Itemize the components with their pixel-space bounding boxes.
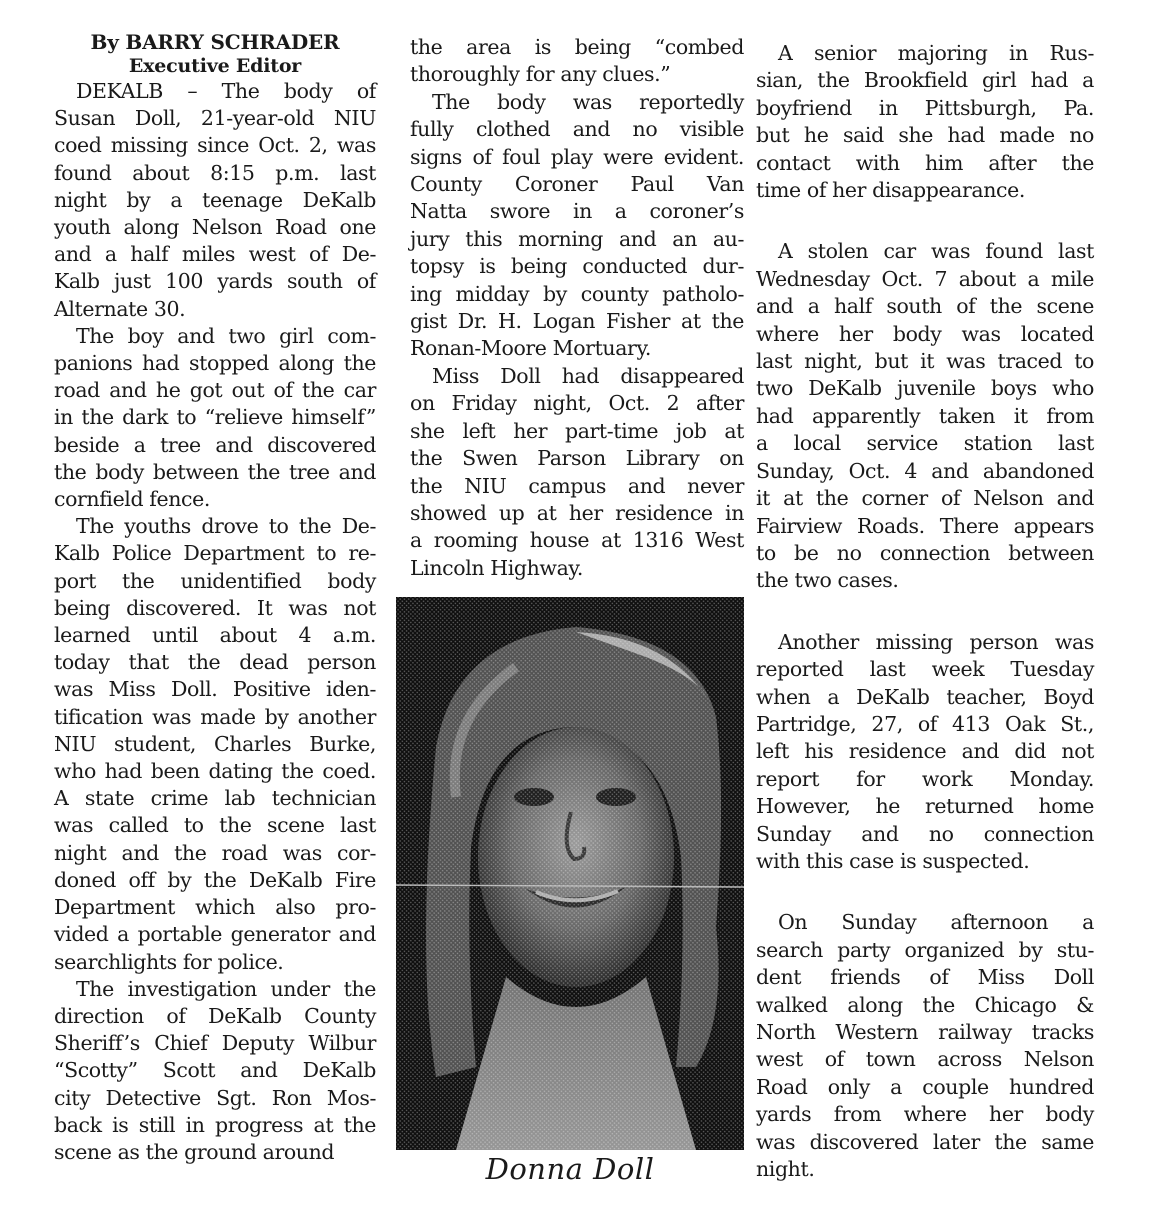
text-line: Sunday, Oct. 4 and abandoned: [756, 458, 1094, 483]
text-line: had apparently taken it from: [756, 403, 1094, 428]
text-line: city Detective Sgt. Ron Mos-: [54, 1085, 376, 1110]
text-line: sian, the Brookfield girl had a: [756, 68, 1094, 93]
column-2-body: [410, 34, 744, 582]
text-line: and a half miles west of De-: [54, 242, 376, 267]
text-line: Kalb just 100 yards south of: [54, 269, 376, 294]
text-line: NIU student, Charles Burke,: [54, 731, 376, 756]
text-line: The investigation under the: [76, 976, 376, 1001]
text-line: Partridge, 27, of 413 Oak St.,: [756, 711, 1094, 736]
text-line: However, he returned home: [756, 794, 1094, 819]
text-line: Wednesday Oct. 7 about a mile: [756, 266, 1094, 291]
paragraph: [410, 34, 744, 89]
text-line: beside a tree and discovered: [54, 432, 376, 457]
portrait-image: [396, 597, 744, 1150]
text-line: scene as the ground around: [54, 1139, 335, 1164]
text-line: with this case is suspected.: [756, 848, 1030, 873]
text-line: A senior majoring in Rus-: [778, 41, 1094, 65]
text-line: Sunday and no connection: [756, 821, 1094, 846]
text-line: and a half south of the scene: [756, 294, 1094, 319]
paragraph: [54, 513, 376, 975]
text-line: left his residence and did not: [756, 739, 1094, 764]
text-line: The youths drove to the De-: [76, 514, 376, 539]
text-line: vided a portable generator and: [54, 922, 376, 947]
text-line: DEKALB – The body of: [76, 79, 376, 103]
text-line: fully clothed and no visible: [410, 117, 744, 142]
text-line: the Swen Parson Library on: [410, 446, 744, 471]
text-line: Kalb Police Department to re-: [54, 541, 376, 566]
text-line: Another missing person was: [778, 629, 1094, 654]
paragraph: [54, 976, 376, 1166]
text-line: doned off by the DeKalb Fire: [54, 867, 376, 892]
paragraph-gap: [756, 204, 1094, 238]
text-line: searchlights for police.: [54, 949, 284, 974]
text-line: a local service station last: [756, 431, 1094, 456]
portrait-photo: [396, 597, 744, 1150]
paragraph: [756, 40, 1094, 204]
byline-author: By BARRY SCHRADER: [90, 30, 340, 54]
byline: [54, 30, 376, 78]
article-column-1: [54, 30, 376, 1166]
text-line: night.: [756, 1157, 815, 1182]
article-column-2: [410, 34, 744, 582]
text-line: jury this morning and an au-: [410, 226, 744, 251]
text-line: report for work Monday.: [756, 766, 1094, 791]
text-line: time of her disappearance.: [756, 178, 1025, 203]
article-column-3: [756, 40, 1094, 1183]
text-line: Miss Doll had disappeared: [432, 363, 744, 388]
text-line: night and the road was cor-: [54, 840, 376, 865]
text-line: port the unidentified body: [54, 568, 376, 593]
text-line: Lincoln Highway.: [410, 555, 583, 580]
text-line: tification was made by another: [54, 704, 376, 729]
paragraph: [756, 629, 1094, 876]
text-line: found about 8:15 p.m. last: [54, 160, 376, 185]
text-line: panions had stopped along the: [54, 351, 376, 376]
text-line: today that the dead person: [54, 650, 376, 675]
text-line: she left her part-time job at: [410, 418, 744, 443]
text-line: The boy and two girl com-: [76, 323, 376, 348]
text-line: A stolen car was found last: [778, 239, 1094, 264]
paragraph: [756, 909, 1094, 1183]
text-line: Department which also pro-: [54, 895, 376, 920]
text-line: in the dark to “relieve himself”: [54, 405, 376, 430]
text-line: Sheriff’s Chief Deputy Wilbur: [54, 1031, 376, 1056]
text-line: learned until about 4 a.m.: [54, 623, 376, 648]
text-line: where her body was located: [756, 321, 1094, 346]
text-line: Road only a couple hundred: [756, 1074, 1094, 1099]
text-line: was discovered later the same: [756, 1129, 1094, 1154]
text-line: thoroughly for any clues.”: [410, 62, 671, 87]
text-line: signs of foul play were evident.: [410, 144, 744, 169]
text-line: the body between the tree and: [54, 459, 376, 484]
text-line: dent friends of Miss Doll: [756, 965, 1094, 990]
text-line: youth along Nelson Road one: [54, 215, 376, 240]
text-line: topsy is being conducted dur-: [410, 254, 744, 279]
text-line: Susan Doll, 21-year-old NIU: [54, 106, 376, 131]
paragraph: [410, 363, 744, 582]
text-line: North Western railway tracks: [756, 1020, 1094, 1044]
text-line: who had been dating the coed.: [54, 759, 376, 784]
text-line: A state crime lab technician: [54, 786, 376, 811]
photo-caption: Donna Doll: [485, 1152, 655, 1186]
text-line: back is still in progress at the: [54, 1112, 376, 1137]
text-line: but he said she had made no: [756, 123, 1094, 148]
text-line: the area is being “combed: [410, 35, 744, 59]
text-line: Fairview Roads. There appears: [756, 513, 1094, 538]
text-line: was called to the scene last: [54, 813, 376, 838]
text-line: On Sunday afternoon a: [778, 910, 1094, 935]
paragraph-gap: [756, 875, 1094, 909]
text-line: west of town across Nelson: [756, 1047, 1094, 1072]
text-line: the two cases.: [756, 568, 899, 593]
text-line: Alternate 30.: [54, 296, 186, 321]
text-line: to be no connection between: [756, 540, 1094, 565]
text-line: night by a teenage DeKalb: [54, 187, 376, 212]
paragraph: [410, 89, 744, 363]
text-line: yards from where her body: [756, 1102, 1094, 1127]
text-line: showed up at her residence in: [410, 500, 744, 525]
text-line: last night, but it was traced to: [756, 349, 1094, 374]
text-line: walked along the Chicago &: [756, 992, 1094, 1017]
text-line: search party organized by stu-: [756, 937, 1094, 962]
text-line: County Coroner Paul Van: [410, 172, 744, 197]
paragraph: [756, 238, 1094, 594]
text-line: two DeKalb juvenile boys who: [756, 376, 1094, 401]
text-line: Natta swore in a coroner’s: [410, 199, 744, 224]
paragraph: [54, 78, 376, 323]
text-line: road and he got out of the car: [54, 378, 376, 403]
text-line: “Scotty” Scott and DeKalb: [54, 1058, 376, 1083]
paragraph-gap: [756, 595, 1094, 629]
text-line: on Friday night, Oct. 2 after: [410, 391, 744, 416]
text-line: was Miss Doll. Positive iden-: [54, 677, 376, 702]
text-line: cornfield fence.: [54, 487, 210, 512]
column-3-body: [756, 40, 1094, 1183]
text-line: reported last week Tuesday: [756, 657, 1094, 682]
text-line: being discovered. It was not: [54, 595, 376, 620]
text-line: coed missing since Oct. 2, was: [54, 133, 376, 158]
text-line: contact with him after the: [756, 150, 1094, 175]
paragraph: [54, 323, 376, 513]
text-line: ing midday by county patholo-: [410, 281, 744, 306]
text-line: direction of DeKalb County: [54, 1003, 376, 1028]
text-line: it at the corner of Nelson and: [756, 486, 1094, 511]
column-1-body: [54, 78, 376, 1166]
text-line: the NIU campus and never: [410, 473, 744, 498]
text-line: a rooming house at 1316 West: [410, 528, 744, 553]
byline-title: Executive Editor: [128, 55, 302, 77]
text-line: Ronan-Moore Mortuary.: [410, 336, 652, 361]
text-line: boyfriend in Pittsburgh, Pa.: [756, 95, 1094, 120]
text-line: gist Dr. H. Logan Fisher at the: [410, 309, 744, 334]
text-line: when a DeKalb teacher, Boyd: [756, 684, 1094, 709]
text-line: The body was reportedly: [432, 89, 744, 114]
